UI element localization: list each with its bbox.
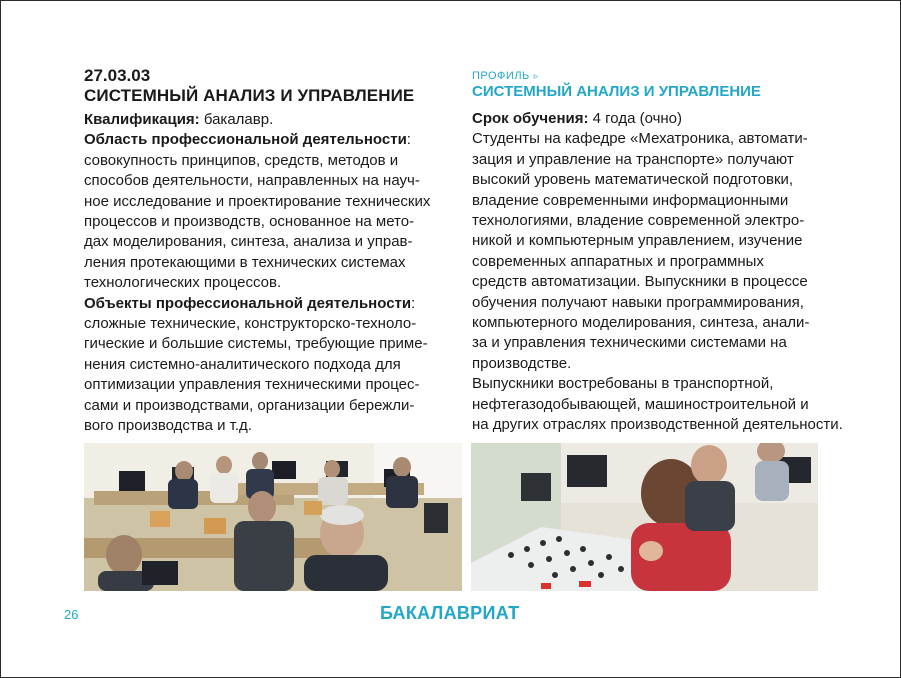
area-line: ления протекающими в технических системах [84, 253, 406, 271]
objects-heading: Объекты профессиональной деятельности: [84, 294, 416, 312]
body-line: технологиями, владение современной электро- [472, 212, 805, 230]
lab-photo-illustration [471, 443, 818, 591]
body-line: высокий уровень математической подготовки, [472, 171, 794, 189]
lab-photo [471, 443, 818, 591]
classroom-photo [84, 443, 462, 591]
area-line: ное исследование и проектирование технических [84, 192, 431, 210]
right-column [472, 69, 862, 436]
body-line: на других отраслях производственной деятельности. [472, 416, 843, 434]
profile-label: ПРОФИЛЬ [472, 70, 530, 82]
objects-label: Объекты профессиональной деятельности [84, 294, 412, 312]
body-line: компьютерного моделирования, синтеза, анали- [472, 314, 810, 332]
objects-line: гические и большие системы, требующие приме- [84, 335, 428, 353]
body-line: производстве. [472, 354, 572, 372]
area-label: Область профессиональной деятельности [84, 131, 407, 149]
classroom-photo-illustration [84, 443, 462, 591]
profile-row [472, 69, 862, 83]
duration [472, 109, 862, 129]
body-line: Студенты на кафедре «Мехатроника, автомати- [472, 130, 808, 148]
body-line: зация и управление на транспорте» получают [472, 150, 794, 168]
program-code: 27.03.03 [84, 66, 151, 85]
body-line: нефтегазодобывающей, машиностроительной и [472, 395, 809, 413]
profile-title: СИСТЕМНЫЙ АНАЛИЗ И УПРАВЛЕНИЕ [472, 83, 761, 100]
triangle-right-icon: ▹ [533, 71, 539, 81]
objects-line: оптимизации управления техническими процес- [84, 376, 420, 394]
body-line: никой и компьютерным управлением, изучение [472, 232, 803, 250]
area-line: дах моделирования, синтеза, анализа и управ- [84, 233, 413, 251]
qualification [84, 110, 454, 130]
objects-line: сложные технические, конструкторско-техноло- [84, 315, 417, 333]
area-line: технологических процессов. [84, 274, 282, 292]
body-line: современных аппаратных и программных [472, 252, 764, 270]
objects-line: сами и производствами, организации бережли- [84, 396, 415, 414]
objects-line: нения системно-аналитического подхода для [84, 355, 401, 373]
program-title: СИСТЕМНЫЙ АНАЛИЗ И УПРАВЛЕНИЕ [84, 86, 415, 105]
body-line: обучения получают навыки программирования, [472, 293, 804, 311]
qualification-label: Квалификация: [84, 111, 200, 128]
page-number: 26 [64, 607, 79, 622]
body-line: средств автоматизации. Выпускники в процессе [472, 273, 808, 291]
duration-label: Срок обучения: [472, 110, 589, 127]
qualification-value: бакалавр. [199, 111, 274, 128]
body-line: владение современными информационными [472, 191, 789, 209]
objects-line: вого производства и т.д. [84, 417, 252, 435]
left-column [84, 66, 454, 437]
section-title: БАКАЛАВРИАТ [380, 603, 520, 623]
duration-value: 4 года (очно) [588, 110, 683, 127]
area-line: способов деятельности, направленных на науч- [84, 172, 420, 190]
body-line: Выпускники востребованы в транспортной, [472, 375, 774, 393]
area-line: процессов и производств, основанное на мето- [84, 213, 415, 231]
body-line: за и управления техническими системами на [472, 334, 787, 352]
area-heading: Область профессиональной деятельности: [84, 131, 411, 149]
area-line: совокупность принципов, средств, методов и [84, 151, 399, 169]
